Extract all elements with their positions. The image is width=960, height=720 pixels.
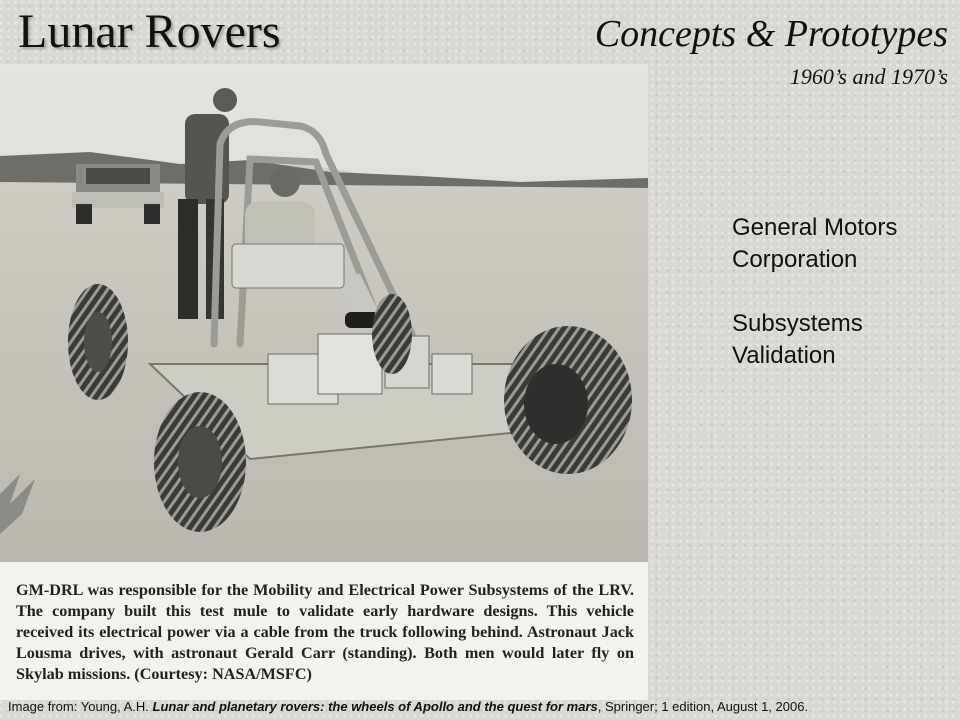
notes-block: [732, 212, 897, 372]
slide-subtitle: Concepts & Prototypes: [594, 13, 948, 55]
company-line-1: General Motors: [732, 214, 898, 241]
image-credit: [8, 699, 808, 714]
credit-suffix: , Springer; 1 edition, August 1, 2006.: [597, 699, 809, 714]
decade-label: 1960’s and 1970’s: [789, 64, 948, 89]
purpose-line-2: Validation: [732, 342, 836, 369]
photo-caption: GM-DRL was responsible for the Mobility and Electrical Power Subsystems of the LRV. The company built this test mule to validate early hardware designs. This vehicle received its electrical power via a cable from the truck following behind. Astronaut Jack Lousma drives, with astronaut Gerald Carr (standing). Both men would later fly on Skylab missions. (Courtesy: NASA/MSFC): [0, 562, 648, 700]
rover-photo-drawing: [0, 64, 648, 564]
purpose-line-1: Subsystems: [732, 310, 863, 337]
spacer: [732, 276, 897, 308]
credit-book-title: Lunar and planetary rovers: the wheels of Apollo and the quest for mars: [152, 699, 598, 714]
credit-prefix: Image from: Young, A.H.: [8, 699, 153, 714]
company-line-2: Corporation: [732, 246, 858, 273]
slide-title: Lunar Rovers: [18, 5, 281, 58]
